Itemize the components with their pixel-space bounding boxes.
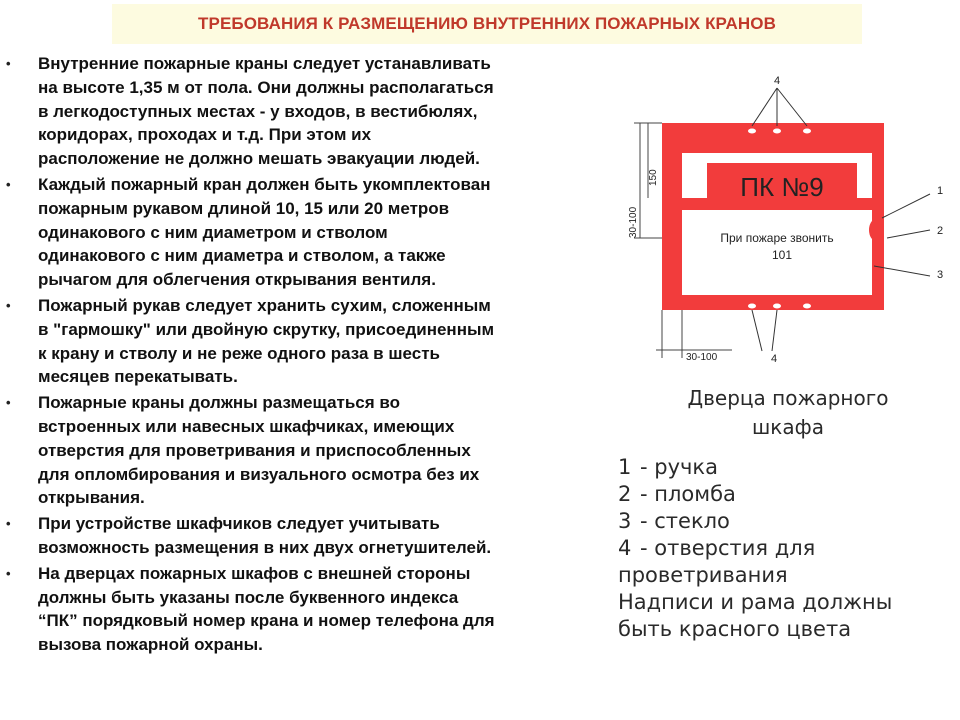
bullet-dot-icon: • bbox=[6, 176, 11, 192]
legend-item-handle: 1 - ручка bbox=[618, 455, 718, 479]
list-item-line: Каждый пожарный кран должен быть укомплектован bbox=[38, 174, 491, 194]
vent-hole-icon bbox=[803, 304, 811, 309]
list-item bbox=[6, 562, 606, 657]
callout-top-label: 4 bbox=[773, 75, 781, 87]
callout-1: 1 bbox=[937, 185, 944, 197]
legend-item-vents: 4 - отверстия для bbox=[618, 536, 816, 560]
list-item-line: отверстия для проветривания и приспособленных bbox=[38, 440, 471, 460]
bullet-dot-icon: • bbox=[6, 516, 11, 532]
vent-hole-icon bbox=[803, 129, 811, 134]
callout-top-lines bbox=[752, 88, 807, 126]
list-item-line: коридорах, проходах и т.д. При этом их bbox=[38, 125, 372, 145]
list-item-line: “ПК” порядковый номер крана и номер телефона для bbox=[38, 611, 495, 631]
list-item-line: открывания. bbox=[38, 488, 145, 508]
vent-hole-icon bbox=[748, 304, 756, 309]
vent-hole-icon bbox=[748, 129, 756, 134]
title-banner bbox=[112, 4, 862, 44]
page-title: ТРЕБОВАНИЯ К РАЗМЕЩЕНИЮ ВНУТРЕННИХ ПОЖАРНЫХ КРАНОВ bbox=[198, 14, 776, 33]
list-item-line: вызова пожарной охраны. bbox=[38, 635, 263, 655]
dimension-vertical-small: 150 bbox=[648, 169, 659, 186]
list-item-line: для опломбирования и визуального осмотра без их bbox=[38, 464, 480, 484]
fire-cabinet-door-diagram bbox=[612, 68, 957, 368]
list-item-line: расположение не должно мешать эвакуации людей. bbox=[38, 149, 480, 169]
dimension-vertical: 30-100 bbox=[628, 206, 639, 238]
list-item-line: Внутренние пожарные краны следует устанавливать bbox=[38, 54, 491, 73]
callout-bottom-label: 4 bbox=[770, 353, 778, 365]
bullet-dot-icon: • bbox=[6, 565, 11, 581]
list-item-line: При устройстве шкафчиков следует учитывать bbox=[38, 514, 440, 534]
list-item-line: На дверцах пожарных шкафов с внешней стороны bbox=[38, 563, 471, 583]
bullet-dot-icon: • bbox=[6, 395, 11, 411]
legend-title-line1: Дверца пожарного bbox=[687, 386, 889, 410]
requirements-list bbox=[6, 52, 606, 659]
door-label: ПК №9 bbox=[740, 172, 824, 202]
list-item-line: Пожарные краны должны размещаться во bbox=[38, 393, 401, 413]
list-item-line: в легкодоступных местах - у входов, в вестибюлях, bbox=[38, 101, 478, 121]
list-item-line: встроенных или навесных шкафчиках, имеющих bbox=[38, 416, 455, 436]
vent-hole-icon bbox=[773, 304, 781, 309]
callout-3: 3 bbox=[937, 269, 944, 281]
legend-item-vents-continuation: проветривания bbox=[618, 563, 788, 587]
list-item-line: в "гармошку" или двойную скрутку, присоединенным bbox=[38, 319, 495, 339]
legend-item-glass: 3 - стекло bbox=[618, 509, 730, 533]
handle-icon bbox=[869, 219, 883, 241]
list-item bbox=[6, 173, 606, 292]
callout-bottom-lines bbox=[752, 310, 777, 351]
list-item-line: возможность размещения в них двух огнетушителей. bbox=[38, 537, 492, 557]
vent-hole-icon bbox=[773, 129, 781, 134]
list-item-line: Пожарный рукав следует хранить сухим, сложенным bbox=[38, 295, 491, 315]
legend-title bbox=[618, 384, 958, 442]
notice-line2: 101 bbox=[771, 248, 793, 262]
list-item-line: должны быть указаны после буквенного индекса bbox=[38, 587, 459, 607]
legend-note-line1: Надписи и рама должны bbox=[618, 590, 893, 614]
dimension-horizontal-lines bbox=[656, 310, 732, 358]
list-item-line: на высоте 1,35 м от пола. Они должны располагаться bbox=[38, 77, 494, 97]
list-item-line: одинакового с ним диаметра и стволом, а также bbox=[38, 246, 446, 266]
callout-2: 2 bbox=[937, 225, 944, 237]
list-item bbox=[6, 512, 606, 560]
list-item bbox=[6, 52, 606, 171]
list-item-line: одинакового с ним диаметром и стволом bbox=[38, 222, 388, 242]
notice-line1: При пожаре звонить bbox=[720, 231, 834, 245]
bullet-dot-icon: • bbox=[6, 56, 11, 71]
list-item-line: рычагом для облегчения открывания вентиля. bbox=[38, 270, 436, 290]
list-item bbox=[6, 391, 606, 510]
list-item-line: к крану и стволу и не реже одного раза в шесть bbox=[38, 343, 440, 363]
legend-title-line2: шкафа bbox=[752, 415, 824, 439]
bullet-dot-icon: • bbox=[6, 297, 11, 313]
legend-item-seal: 2 - пломба bbox=[618, 482, 736, 506]
legend-note-line2: быть красного цвета bbox=[618, 617, 852, 641]
list-item bbox=[6, 294, 606, 389]
dimension-horizontal: 30-100 bbox=[686, 352, 718, 363]
list-item-line: пожарным рукавом длиной 10, 15 или 20 метров bbox=[38, 198, 450, 218]
diagram-legend bbox=[618, 384, 958, 643]
list-item-line: месяцев перекатывать. bbox=[38, 367, 238, 387]
